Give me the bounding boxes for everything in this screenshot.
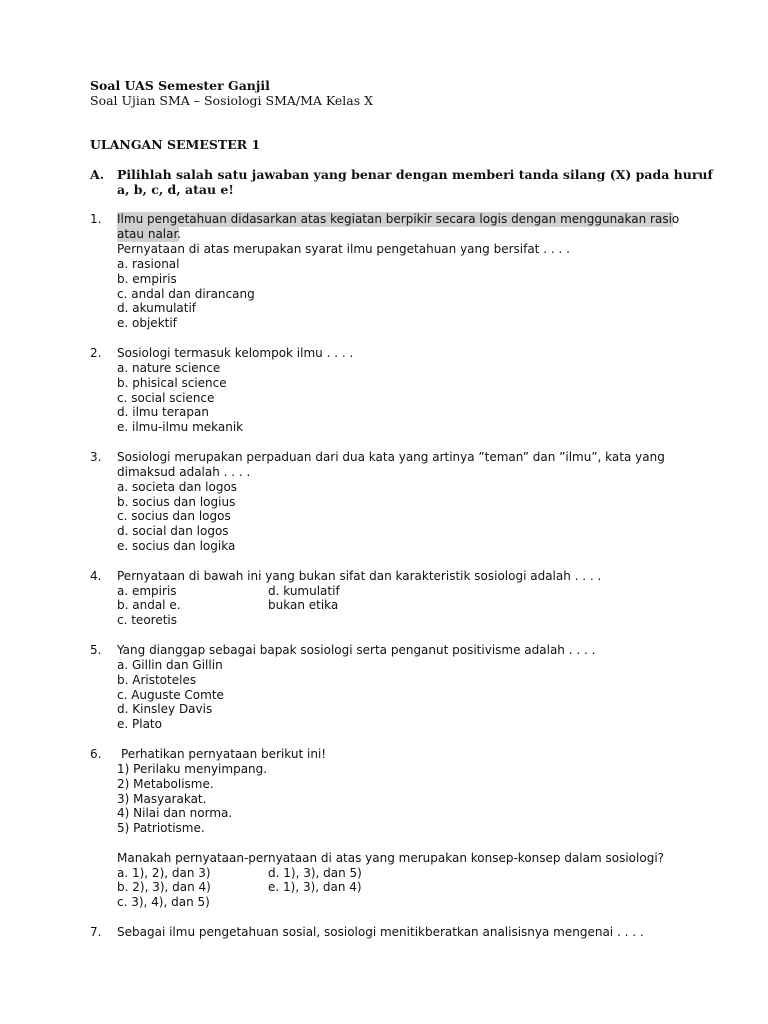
answer-option: a. societa dan logos xyxy=(117,480,238,494)
answer-option: b. 2), 3), dan 4) xyxy=(117,880,211,894)
question-stem: Pernyataan di atas merupakan syarat ilmu pengetahuan yang bersifat . . . . xyxy=(117,242,570,256)
answer-option: a. rasional xyxy=(117,257,180,271)
statement-item: 1) Perilaku menyimpang. xyxy=(117,762,268,776)
answer-option: a. Gillin dan Gillin xyxy=(117,658,223,672)
answer-option: e. objektif xyxy=(117,316,177,330)
answer-option: c. 3), 4), dan 5) xyxy=(117,895,210,909)
question-prompt: Manakah pernyataan-pernyataan di atas yang merupakan konsep-konsep dalam sosiologi? xyxy=(117,851,665,865)
answer-option: b. phisical science xyxy=(117,376,227,390)
question-number: 7. xyxy=(90,925,102,939)
answer-option: b. empiris xyxy=(117,272,177,286)
answer-option: bukan etika xyxy=(268,598,339,612)
answer-option: c. socius dan logos xyxy=(117,509,231,523)
question-number: 2. xyxy=(90,346,102,360)
question-number: 5. xyxy=(90,643,102,657)
instruction-line-2: a, b, c, d, atau e! xyxy=(117,182,234,197)
answer-option: a. nature science xyxy=(117,361,221,375)
document-title: Soal UAS Semester Ganjil xyxy=(90,78,270,93)
highlighted-statement: Ilmu pengetahuan didasarkan atas kegiatan berpikir secara logis dengan menggunakan rasio xyxy=(117,212,680,226)
section-title: ULANGAN SEMESTER 1 xyxy=(90,137,261,152)
question-number: 1. xyxy=(90,212,102,226)
answer-option: d. social dan logos xyxy=(117,524,229,538)
answer-option: a. empiris xyxy=(117,584,177,598)
answer-option: c. andal dan dirancang xyxy=(117,287,255,301)
answer-option: e. 1), 3), dan 4) xyxy=(268,880,362,894)
statement-item: 5) Patriotisme. xyxy=(117,821,205,835)
answer-option: e. ilmu-ilmu mekanik xyxy=(117,420,244,434)
answer-option: c. teoretis xyxy=(117,613,177,627)
statement-item: 4) Nilai dan norma. xyxy=(117,806,233,820)
highlighted-statement-cont: atau nalar. xyxy=(117,227,182,241)
answer-option: d. ilmu terapan xyxy=(117,405,209,419)
answer-option: c. social science xyxy=(117,391,215,405)
answer-option: e. Plato xyxy=(117,717,162,731)
question-stem: Perhatikan pernyataan berikut ini! xyxy=(121,747,327,761)
document-subtitle: Soal Ujian SMA – Sosiologi SMA/MA Kelas X xyxy=(90,93,374,108)
question-number: 3. xyxy=(90,450,102,464)
answer-option: b. socius dan logius xyxy=(117,495,236,509)
question-stem: Sebagai ilmu pengetahuan sosial, sosiologi menitikberatkan analisisnya mengenai . . . . xyxy=(117,925,644,939)
answer-option: d. Kinsley Davis xyxy=(117,702,213,716)
statement-item: 3) Masyarakat. xyxy=(117,792,207,806)
question-stem: Sosiologi termasuk kelompok ilmu . . . . xyxy=(117,346,354,360)
answer-option: e. socius dan logika xyxy=(117,539,236,553)
question-stem: Yang dianggap sebagai bapak sosiologi serta penganut positivisme adalah . . . . xyxy=(117,643,596,657)
answer-option: d. kumulatif xyxy=(268,584,340,598)
answer-option: d. akumulatif xyxy=(117,301,197,315)
question-stem-cont: dimaksud adalah . . . . xyxy=(117,465,251,479)
instruction-label: A. xyxy=(90,167,105,182)
answer-option: a. 1), 2), dan 3) xyxy=(117,866,211,880)
question-stem: Pernyataan di bawah ini yang bukan sifat dan karakteristik sosiologi adalah . . . . xyxy=(117,569,602,583)
answer-option: c. Auguste Comte xyxy=(117,688,224,702)
answer-option: b. Aristoteles xyxy=(117,673,197,687)
answer-option: d. 1), 3), dan 5) xyxy=(268,866,362,880)
instruction-line-1: Pilihlah salah satu jawaban yang benar dengan memberi tanda silang (X) pada huruf xyxy=(117,167,713,182)
question-stem: Sosiologi merupakan perpaduan dari dua kata yang artinya ”teman” dan ”ilmu”, kata yang xyxy=(117,450,665,464)
question-number: 4. xyxy=(90,569,102,583)
answer-option: b. andal e. xyxy=(117,598,181,612)
statement-item: 2) Metabolisme. xyxy=(117,777,214,791)
question-number: 6. xyxy=(90,747,102,761)
